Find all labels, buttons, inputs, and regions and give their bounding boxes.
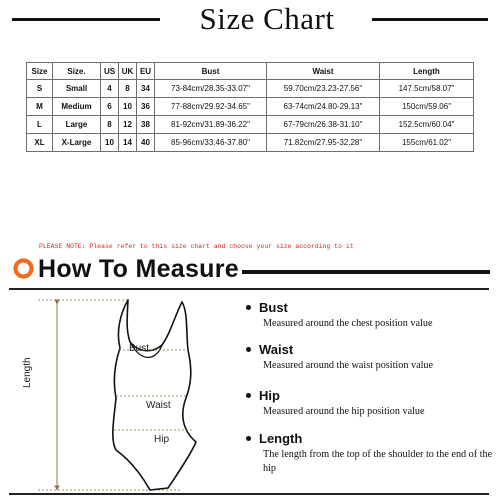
heading-divider xyxy=(242,270,490,274)
instruction-desc: Measured around the waist position value xyxy=(263,360,434,371)
cell-size-name: X-Large xyxy=(53,134,101,152)
cell-length: 147.5cm/58.07" xyxy=(380,80,474,98)
header-us: US xyxy=(101,63,119,80)
bodysuit-figure xyxy=(20,290,225,495)
instruction-desc: Measured around the hip position value xyxy=(263,406,425,417)
bodysuit-outline xyxy=(20,290,225,495)
cell-eu: 36 xyxy=(137,98,155,116)
bullet-icon xyxy=(246,436,251,441)
instruction-desc: Measured around the chest position value xyxy=(263,318,433,329)
cell-bust: 73-84cm/28.35-33.07" xyxy=(155,80,267,98)
cell-waist: 63-74cm/24.80-29.13" xyxy=(267,98,380,116)
cell-size: S xyxy=(27,80,53,98)
bullet-icon xyxy=(246,305,251,310)
cell-size: L xyxy=(27,116,53,134)
cell-size: XL xyxy=(27,134,53,152)
header-bust: Bust xyxy=(155,63,267,80)
waist-label: Waist xyxy=(146,400,171,411)
table-row xyxy=(27,98,474,116)
length-label: Length xyxy=(22,357,33,388)
header-waist: Waist xyxy=(267,63,380,80)
cell-us: 6 xyxy=(101,98,119,116)
cell-uk: 8 xyxy=(119,80,137,98)
cell-uk: 10 xyxy=(119,98,137,116)
instruction-title: Hip xyxy=(259,388,280,403)
cell-eu: 40 xyxy=(137,134,155,152)
size-note: PLEASE NOTE: Please refer to this size chart and choose your size according to it xyxy=(39,243,354,250)
how-to-measure-title: How To Measure xyxy=(38,255,239,283)
cell-length: 155cm/61.02" xyxy=(380,134,474,152)
header-eu: EU xyxy=(137,63,155,80)
title-divider-right xyxy=(372,18,488,21)
instruction-title: Bust xyxy=(259,300,288,315)
table-row xyxy=(27,116,474,134)
cell-bust: 77-88cm/29.92-34.65" xyxy=(155,98,267,116)
cell-waist: 59.70cm/23.23-27.56" xyxy=(267,80,380,98)
instruction-title: Length xyxy=(259,431,303,446)
cell-waist: 67-79cm/26.38-31.10" xyxy=(267,116,380,134)
cell-length: 152.5cm/60.04" xyxy=(380,116,474,134)
cell-size: M xyxy=(27,98,53,116)
cell-us: 10 xyxy=(101,134,119,152)
header-size-name: Size. xyxy=(53,63,101,80)
cell-eu: 34 xyxy=(137,80,155,98)
title-divider-left xyxy=(12,18,160,21)
orange-circle-icon xyxy=(13,258,34,279)
table-row xyxy=(27,134,474,152)
bullet-icon xyxy=(246,347,251,352)
cell-us: 4 xyxy=(101,80,119,98)
instruction-title: Waist xyxy=(259,342,294,357)
bullet-icon xyxy=(246,393,251,398)
size-table xyxy=(26,62,474,152)
cell-us: 8 xyxy=(101,116,119,134)
hip-label: Hip xyxy=(154,434,170,445)
cell-length: 150cm/59.06" xyxy=(380,98,474,116)
header-length: Length xyxy=(380,63,474,80)
page-title: Size Chart xyxy=(199,1,335,36)
cell-size-name: Medium xyxy=(53,98,101,116)
cell-bust: 81-92cm/31.89-36.22" xyxy=(155,116,267,134)
instruction-desc: The length from the top of the shoulder to the end of the hip xyxy=(263,449,493,474)
header-uk: UK xyxy=(119,63,137,80)
cell-size-name: Large xyxy=(53,116,101,134)
table-row xyxy=(27,80,474,98)
cell-uk: 14 xyxy=(119,134,137,152)
cell-bust: 85-96cm/33.46-37.80" xyxy=(155,134,267,152)
table-header-row xyxy=(27,63,474,80)
cell-uk: 12 xyxy=(119,116,137,134)
cell-waist: 71.82cm/27.95-32.28" xyxy=(267,134,380,152)
title-row xyxy=(0,0,500,40)
cell-eu: 38 xyxy=(137,116,155,134)
bust-label: Bust xyxy=(129,343,150,354)
header-size: Size xyxy=(27,63,53,80)
cell-size-name: Small xyxy=(53,80,101,98)
